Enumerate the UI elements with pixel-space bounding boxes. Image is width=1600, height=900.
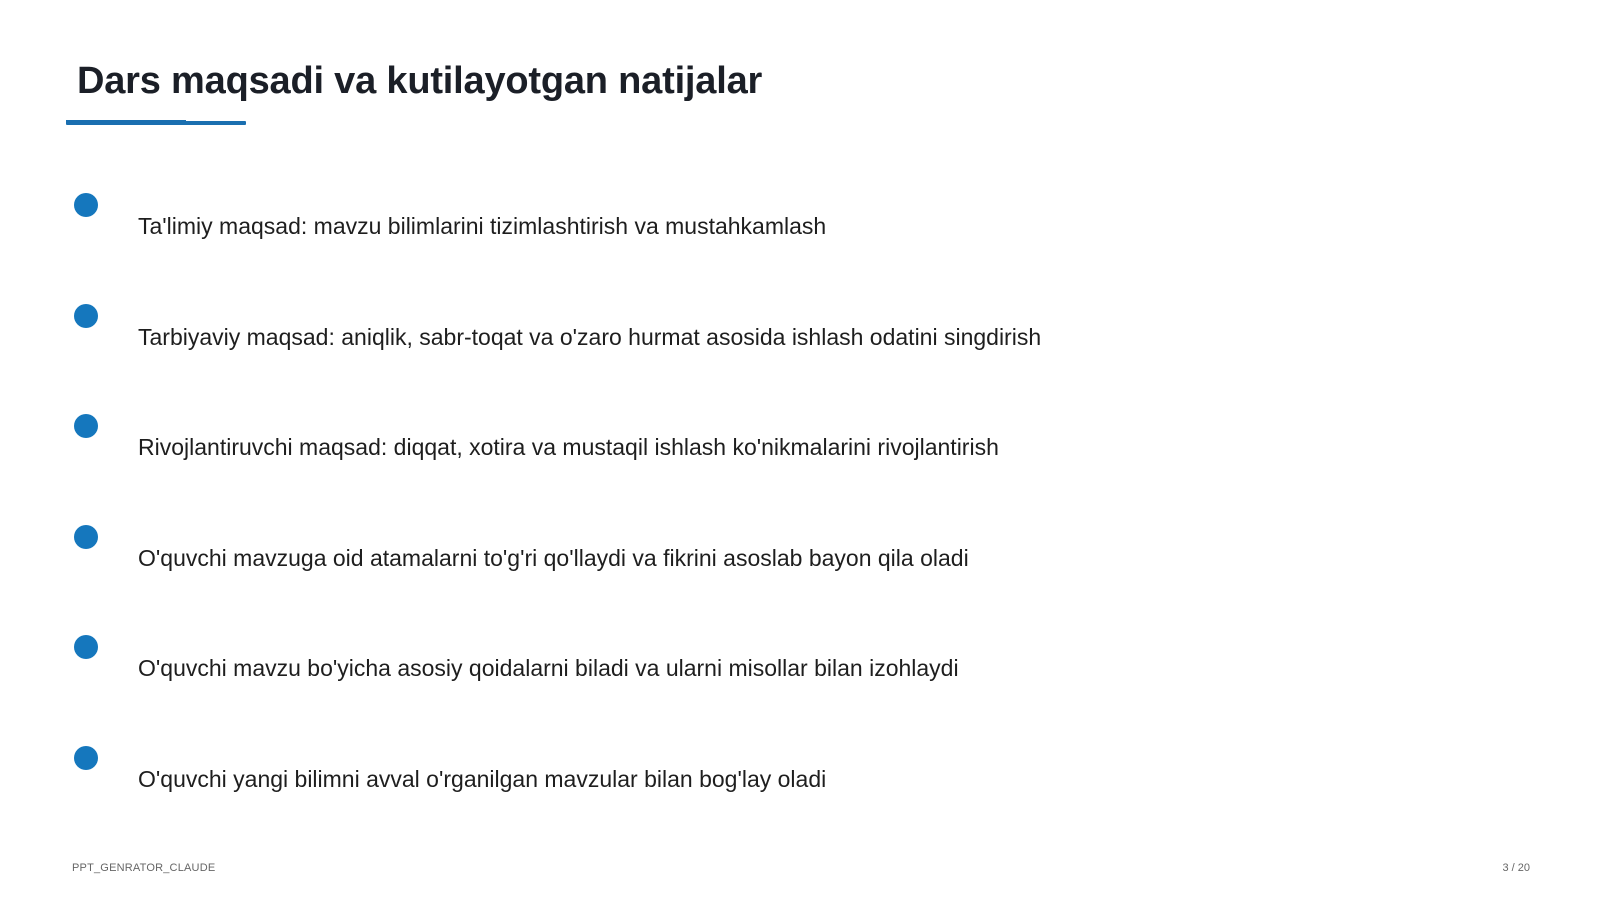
bullet-dot-icon <box>74 193 98 217</box>
bullet-text: Ta'limiy maqsad: mavzu bilimlarini tizimlashtirish va mustahkamlash <box>138 213 827 239</box>
bullet-text: Rivojlantiruvchi maqsad: diqqat, xotira va mustaqil ishlash ko'nikmalarini rivojlantirish <box>138 434 999 460</box>
bullet-item <box>0 635 1500 705</box>
bullet-item <box>0 746 1500 816</box>
bullet-dot-icon <box>74 635 98 659</box>
bullet-text: O'quvchi mavzu bo'yicha asosiy qoidalarni biladi va ularni misollar bilan izohlaydi <box>138 655 959 681</box>
bullet-dot-icon <box>74 746 98 770</box>
slide-title: Dars maqsadi va kutilayotgan natijalar <box>77 60 763 102</box>
bullet-item <box>0 525 1500 595</box>
page-indicator: 3 / 20 <box>1502 862 1530 874</box>
bullet-text: O'quvchi mavzuga oid atamalarni to'g'ri qo'llaydi va fikrini asoslab bayon qila oladi <box>138 545 969 571</box>
bullet-item <box>0 414 1500 484</box>
bullet-text: Tarbiyaviy maqsad: aniqlik, sabr-toqat va o'zaro hurmat asosida ishlash odatini singdirish <box>138 324 1042 350</box>
bullet-dot-icon <box>74 414 98 438</box>
bullet-item <box>0 193 1500 263</box>
bullet-dot-icon <box>74 304 98 328</box>
bullet-text: O'quvchi yangi bilimni avval o'rganilgan mavzular bilan bog'lay oladi <box>138 766 827 792</box>
bullet-dot-icon <box>74 525 98 549</box>
footer-generator-label: PPT_GENRATOR_CLAUDE <box>72 862 216 874</box>
bullet-item <box>0 304 1500 374</box>
title-underline <box>66 121 246 125</box>
